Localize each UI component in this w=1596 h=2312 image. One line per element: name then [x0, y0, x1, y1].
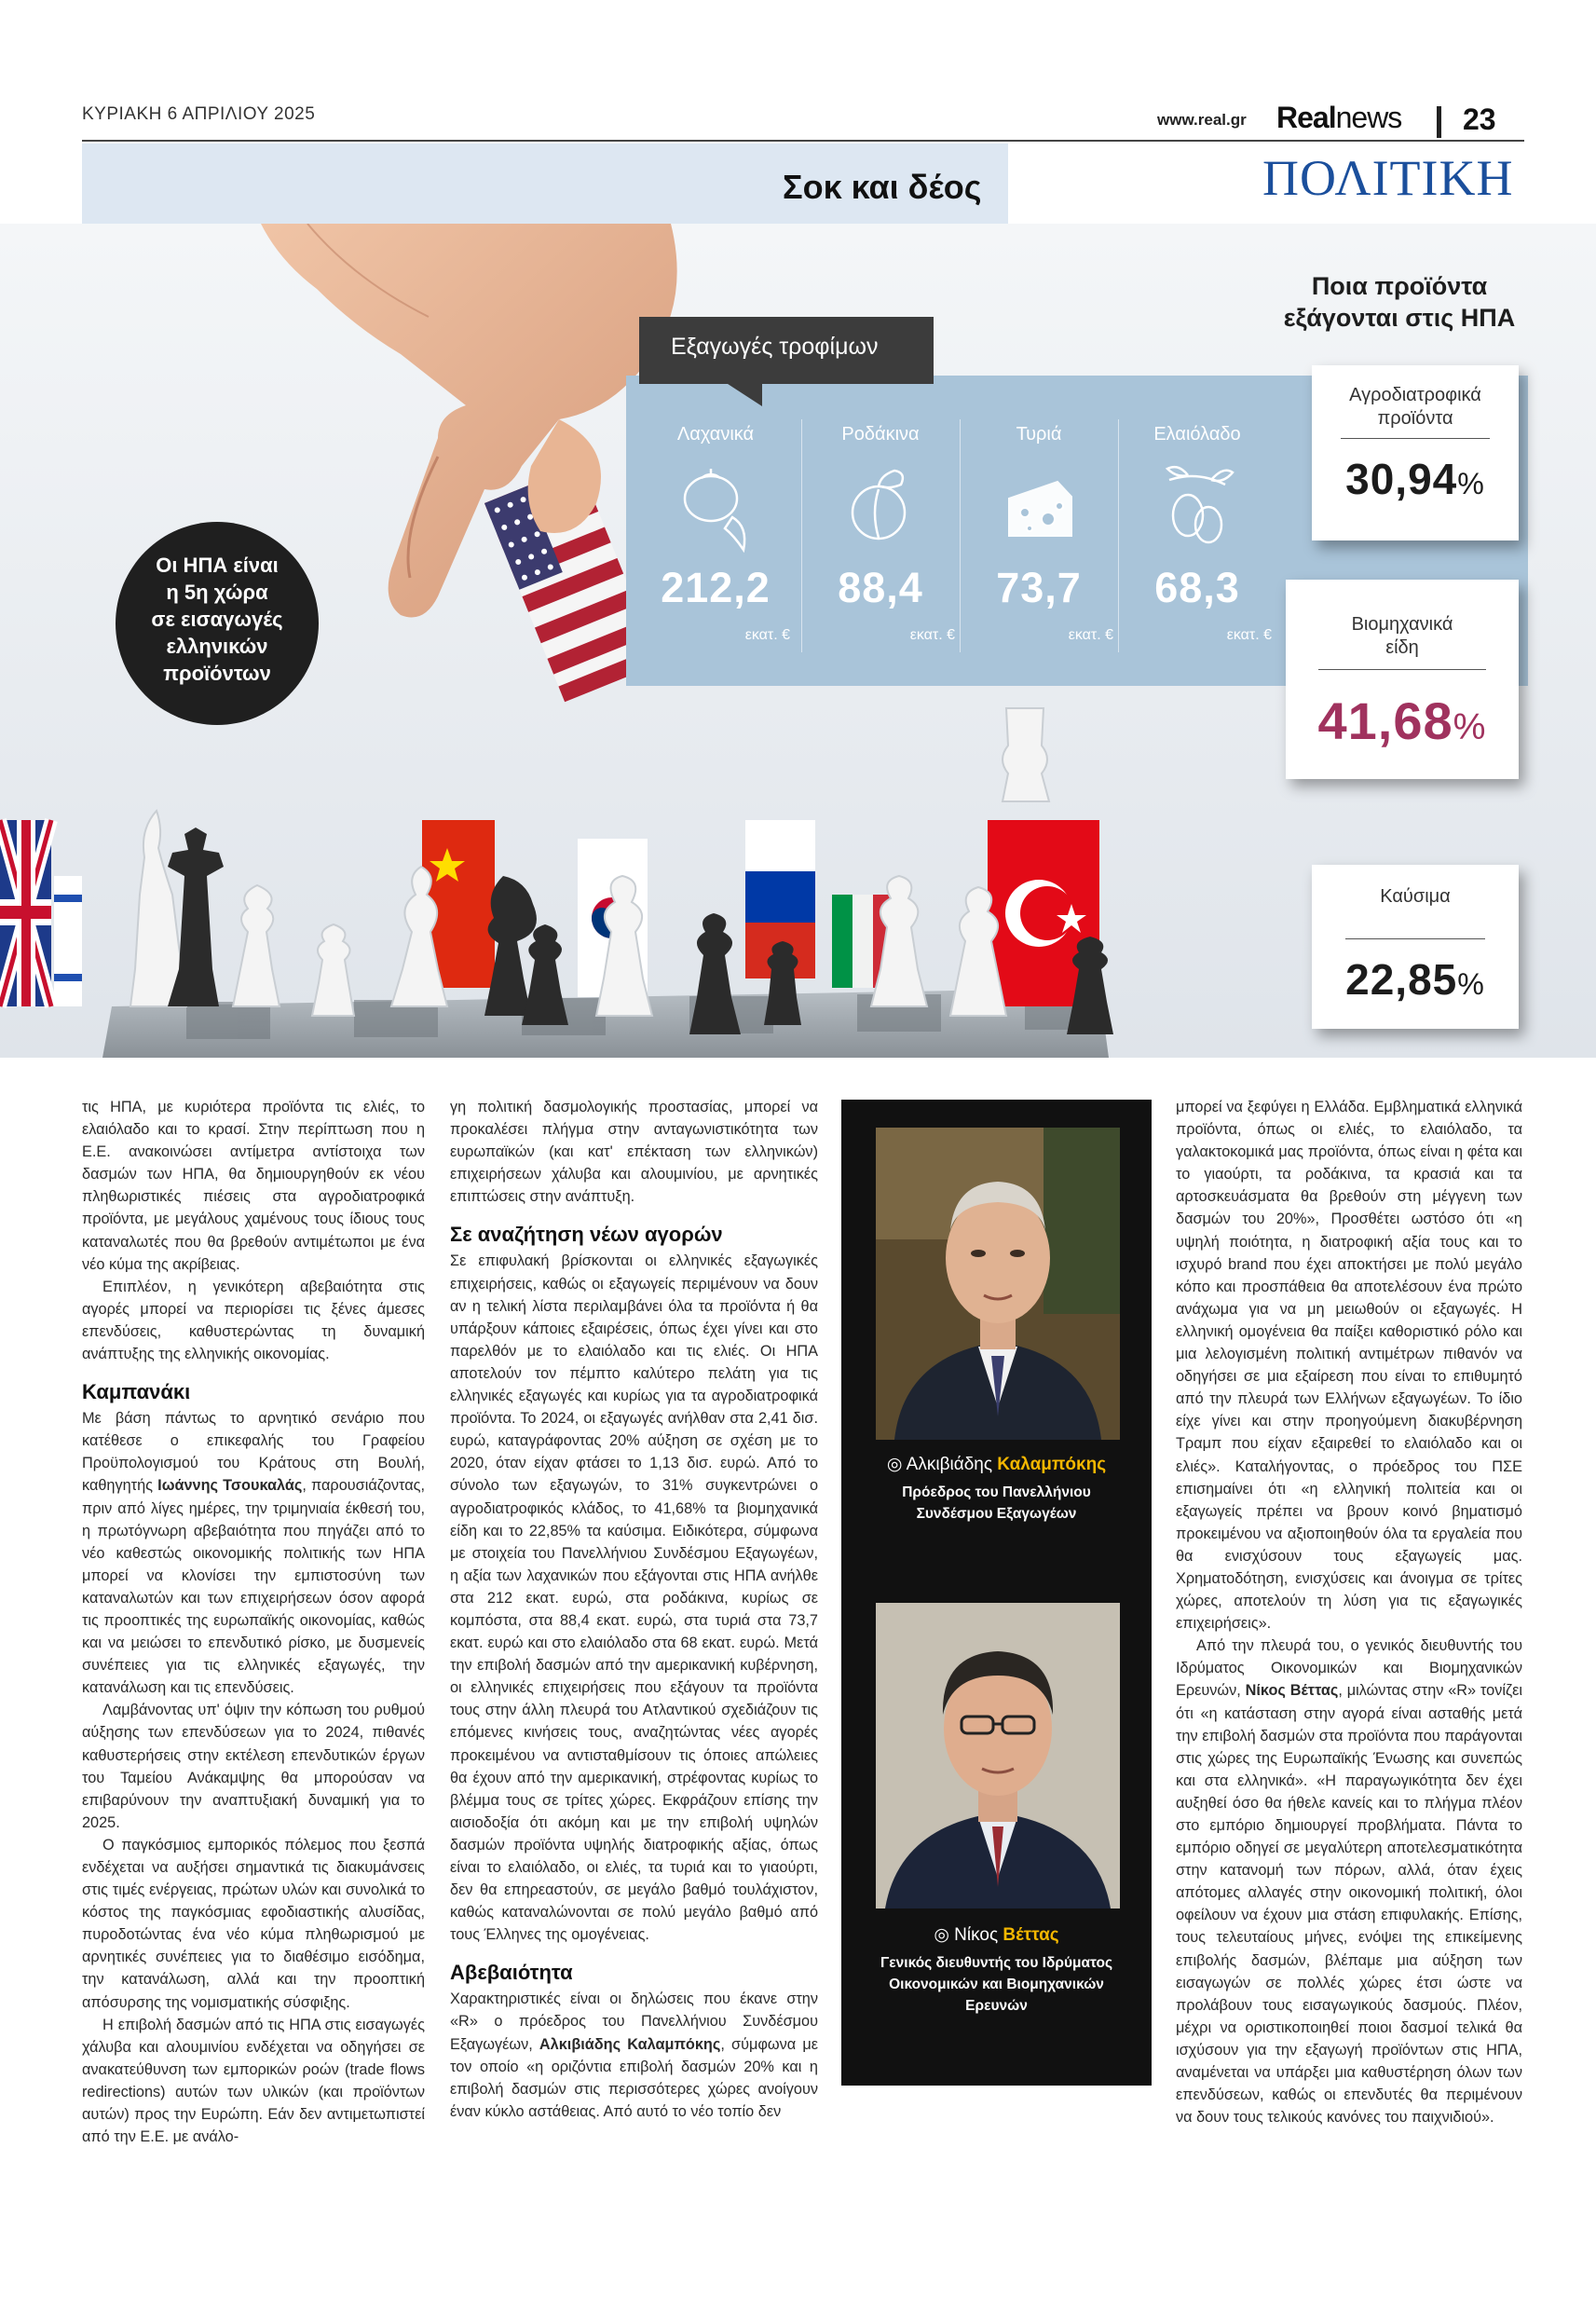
food-item-vegetables [632, 424, 799, 643]
card-rule [1345, 938, 1485, 939]
caption-role [841, 1952, 1152, 2017]
brand-logo [1276, 101, 1401, 135]
paragraph: Λαμβάνοντας υπ' όψιν την κόπωση του ρυθμού αύξησης των επενδύσεων για το 2024, πιθανές καθυστερήσεις στην εκτέλεση επενδυτικών έργων του Ταμείου Ανάκαμψης θα μπορούσαν να επιβαρύνουν την αναπτυξιακή δυναμική για το 2025. [82, 1702, 425, 1831]
portrait-photo [876, 1603, 1120, 1908]
food-exports-callout [639, 317, 934, 384]
card-percent: % [1457, 967, 1485, 1001]
site-url[interactable]: www.real.gr [1157, 111, 1247, 129]
article-column-1 [82, 1096, 425, 2148]
circle-line: ελληνικών [166, 635, 268, 658]
role-line: Ερευνών [965, 1998, 1028, 2014]
food-divider [1118, 419, 1119, 652]
callout-pointer [725, 382, 762, 410]
card-percent: % [1453, 707, 1487, 747]
tomato-pepper-icon [678, 461, 753, 554]
card-label: Βιομηχανικά [1351, 614, 1453, 635]
food-unit: εκατ. € [1068, 627, 1113, 643]
card-value [1286, 691, 1519, 751]
share-card-agrifood [1312, 365, 1519, 540]
card-label: είδη [1385, 637, 1419, 658]
paragraph: γη πολιτική δασμολογικής προστασίας, μπορεί να προκαλέσει πλήγμα στην ανταγωνιστικότητα των ευρωπαϊκών (και κατ' επέκταση των ελληνικών) επιχειρήσεων χάλυβα και αλουμινίου, με αρνητικές επιπτώσεις στην ανάπτυξη. [450, 1099, 818, 1206]
circle-text [116, 552, 319, 687]
food-item-peaches [797, 424, 964, 643]
brand-bold: Real [1276, 101, 1336, 134]
article-column-4 [1176, 1096, 1522, 2128]
olive-icon [1160, 461, 1235, 554]
paragraph [82, 1407, 425, 1699]
cheese-icon [1002, 461, 1076, 554]
header-separator [1437, 106, 1441, 138]
paragraph: Ο παγκόσμιος εμπορικός πόλεμος που ξεσπά ενδέχεται να αυξήσει σημαντικά τις διακυμάνσεις στις τιμές ενέργειας, πρώτων υλών και συνολικά το κόστος της παγκόσμιας εφοδιαστικής αλυσίδας, πυροδοτώντας ένα νέο κύμα πληθωρισμού με αρνητικές συνέπειες για το διαθέσιμο εισόδημα, την κατανάλωση, αλλά και την προοπτική απόσυρσης της νομισματικής σύσφιξης. [82, 1836, 425, 2011]
text: , μιλώντας στην «R» τονίζει ότι «η κατάσταση στην αγορά είναι ασταθής μετά την επιβολή δασμών στα προϊόντα που παράγονται στις χώρες της Ευρωπαϊκής Ένωσης και συνεπώς και στα ελληνικά». «Η παραγωγικότητα δεν έχει αυξηθεί όσο θα ήθελε κανείς και το πλήγμα πλέον στο εμπόριο δημιουργεί προβλήματα. Πάντα το εμπόριο οδηγεί σε μεγαλύτερη αποτελεσματικότητα στην κατανομή των πόρων, αλλά, όταν έχεις απότομες αλλαγές στην οικονομική πολιτική, όλοι οφείλουν να έχουν μια στάση επιφυλακής. Επίσης, τους τελευταίους μήνες, ενόψει της επικείμενης επιβολής δασμών, βλέπαμε μια αύξηση των εισαγωγών σε πολλές χώρες έτσι ώστε να προλάβουν τους εισαγωγικούς δασμούς. Πλέον, μέχρι να οριστικοποιηθεί ποιοι δασμοί τελικά θα ισχύσουν για την εξαγωγή προϊόντων στις ΗΠΑ, αναμένεται να υπάρξει μια καθυστέρηση όλων των επενδύσεων, καθώς οι επενδυτές θα περιμένουν να δουν τους τελικούς κανόνες του παιχνιδιού». [1176, 1682, 1522, 2127]
paragraph [1176, 1635, 1522, 2128]
food-divider [801, 419, 802, 652]
caption-last: Καλαμπόκης [997, 1455, 1107, 1474]
header-rule [82, 140, 1524, 142]
text: , σύμφωνα με τον οποίο «η οριζόντια επιβολή δασμών 20% και η επιβολή δασμών στις περισσότερες χώρες ανοίγουν έναν κύκλο αστάθειας. Από αυτό το νέο τοπίο δεν [450, 2035, 818, 2120]
text: Με βάση πάντως το αρνητικό σενάριο που κατέθεσε ο επικεφαλής του Γραφείου Προϋπολογισμού του Κράτους στη Βουλή, καθηγητής [82, 1410, 425, 1495]
exports-question [1260, 270, 1539, 334]
role-line: Οικονομικών και Βιομηχανικών [889, 1977, 1104, 1992]
text: , παρουσιάζοντας, πριν από λίγες ημέρες, την τριμηνιαία έκθεσή του, η πρωτόγνωρη αβεβαιότητα που πηγάζει από το νέο καθεστώς οικονομικής πολιτικής των ΗΠΑ μπορεί να κλονίσει την εμπιστοσύνη των καταναλωτών και των επιχειρήσεων όσον αφορά τις προοπτικές της ευρωπαϊκής οικονομίας, καθώς και να μειώσει το επενδυτικό ρίσκο, με δυσμενείς συνέπειες για τις ελληνικές εξαγωγές, την κατανάλωση και τις επενδύσεις. [82, 1477, 425, 1697]
card-rule [1341, 438, 1490, 439]
food-item-olive-oil [1113, 424, 1281, 643]
food-item-cheese [955, 424, 1123, 643]
food-label: Ροδάκινα [841, 424, 920, 445]
paragraph: Η επιβολή δασμών από τις ΗΠΑ στις εισαγωγές χάλυβα και αλουμινίου ενδέχεται να οδηγήσει σε ανακατεύθυνση των εμπορικών ροών (trade flows redirections) αυτών των υλικών (και προϊόντων αυτών) προς την Ευρώπη. Εάν δεν αντιμετωπιστεί από την Ε.Ε. με ανάλο- [82, 2016, 425, 2146]
issue-date: ΚΥΡΙΑΚΗ 6 ΑΠΡΙΛΙΟΥ 2025 [82, 104, 316, 124]
food-label: Λαχανικά [676, 424, 755, 445]
circle-line: προϊόντων [163, 662, 271, 685]
paragraph [450, 1988, 818, 2123]
caption-name [841, 1454, 1152, 1475]
food-unit: εκατ. € [744, 627, 790, 643]
card-label: Καύσιμα [1380, 886, 1451, 907]
brand-light: news [1335, 101, 1402, 134]
paragraph: μπορεί να ξεφύγει η Ελλάδα. Εμβληματικά ελληνικά προϊόντα, όπως οι ελιές, το ελαιόλαδο, τα γαλακτοκομικά μας προϊόντα, όπως είναι η φέτα και το γιαούρτι, τα ροδάκινα, τα κρασιά και τα αρτοσκευάσματα θα βρεθούν στη μέγγενη των δασμών του 20%», Προσθέτει ωστόσο ότι «η υψηλή ποιότητα, η διατροφική αξία τους και το ισχυρό brand που έχει αποκτήσει με πολύ μεγάλο κόπο και προσπάθεια θα αποτελέσουν ένα πρώτο ανάχωμα για να μη μειωθούν οι εξαγωγές. Η ελληνική ομογένεια θα παίξει καθοριστικό ρόλο και μια λελογισμένη πολιτική αντιμέτρων πιθανόν να οδηγήσει σε μια εξαίρεση που είναι το επιθυμητό από την πλευρά των Ελλήνων εξαγωγέων. Το ίδιο είχε γίνει και στην προηγούμενη διακυβέρνηση Τραμπ που είχαν εξαιρεθεί το ελαιόλαδο και οι ελιές». Καταλήγοντας, ο πρόεδρος του ΠΣΕ επισημαίνει ότι «η ελληνική πολιτεία και οι εξαγωγείς πρέπει να βρουν κοινό βηματισμό προκειμένου να αξιοποιηθούν όλα τα εργαλεία που θα ενισχύσουν τους εξαγωγείς μας. Χρηματοδότηση, ενισχύσεις και άνοιγμα σε τρίτες χώρες, αποτελούν τη λύση για τις εξαγωγικές επιχειρήσεις». [1176, 1099, 1522, 1633]
caption-first: Αλκιβιάδης [906, 1455, 992, 1474]
card-label: προϊόντα [1377, 408, 1453, 429]
subheading: Καμπανάκι [82, 1380, 191, 1404]
section-name: ΠΟΛΙΤΙΚΗ [1262, 150, 1514, 206]
share-card-fuels [1312, 865, 1519, 1029]
question-line: Ποια προϊόντα [1311, 272, 1488, 300]
food-value: 73,7 [996, 564, 1082, 611]
role-line: Γενικός διευθυντής του Ιδρύματος [880, 1955, 1113, 1971]
card-rule [1318, 669, 1486, 670]
circle-line: σε εισαγωγές [151, 608, 283, 631]
food-value: 88,4 [838, 564, 923, 611]
portrait-photo [876, 1128, 1120, 1440]
person-name: Αλκιβιάδης Καλαμπόκης [539, 2035, 721, 2053]
card-number: 41,68 [1317, 691, 1453, 750]
caption-first: Νίκος [954, 1925, 999, 1945]
usa-rank-circle [116, 522, 319, 725]
paragraph: Σε επιφυλακή βρίσκονται οι ελληνικές εξαγωγικές επιχειρήσεις, καθώς οι εξαγωγείς περιμένουν να δουν αν η τελική λίστα περιλαμβάνει όλα τα προϊόντα ή θα υπάρξουν κάποιες εξαιρέσεις, όπως έχει γίνει και στο παρελθόν με το ελαιόλαδο και τις ελιές. Οι ΗΠΑ αποτελούν τον πέμπτο καλύτερο πελάτη για τις ελληνικές εξαγωγές και κυρίως για τα αγροδιατροφικά προϊόντα. Το 2024, οι εξαγωγές ανήλθαν στα 2,41 δισ. ευρώ, καταγράφοντας 20% αύξηση σε σχέση με το 2020, όταν είχαν φτάσει το 1,13 δισ. ευρώ. Από το σύνολο των εξαγωγών, το 31% συγκεντρώνει ο αγροδιατροφικός κλάδος, το 41,68% τα βιομηχανικά είδη και το 22,85% τα καύσιμα. Ειδικότερα, σύμφωνα με στοιχεία του Πανελλήνιου Συνδέσμου Εξαγωγέων, η αξία των λαχανικών που εξάγονται στις ΗΠΑ ανήλθε στα 212 εκατ. ευρώ, στα ροδάκινα, κυρίως σε κομπόστα, στα 88,4 εκατ. ευρώ, στα τυριά στα 73,7 εκατ. ευρώ και στο ελαιόλαδο στα 68 εκατ. ευρώ. Μετά την επιβολή δασμών από την αμερικανική κυβέρνηση, οι ελληνικές επιχειρήσεις που εξάγουν τα προϊόντα τους στην άλλη πλευρά του Ατλαντικού σχεδιάζουν τις επόμενες κινήσεις τους, αναζητώντας νέες αγορές προκειμένου να αντισταθμίσουν τις όποιες απώλειες θα έχουν από την αμερικανική, στρέφοντας κυρίως το βλέμμα τους σε τρίτες χώρες. Εκφράζουν επίσης την αισιοδοξία ότι ακόμη και με την επιβολή υψηλών δασμών προϊόντα υψηλής διατροφικής αξίας, όπως είναι το ελαιόλαδο, οι ελιές, τα τυριά και το γιαούρτι, δεν θα επηρεαστούν, σε μεγάλο βαθμό τουλάχιστον, καθώς καταναλώνονται σε πολύ μεγάλο βαθμό από τους Έλληνες της ομογένειας. [450, 1252, 818, 1944]
quotes-sidebar [841, 1100, 1152, 2086]
photo-vettas [876, 1603, 1120, 1908]
circle-line: Οι ΗΠΑ είναι [156, 554, 279, 577]
peach-icon [843, 461, 918, 554]
photo-kalampokis [876, 1128, 1120, 1440]
circle-line: η 5η χώρα [166, 581, 268, 604]
card-percent: % [1457, 467, 1485, 500]
food-unit: εκατ. € [909, 627, 955, 643]
share-card-industrial [1286, 580, 1519, 779]
caption-role [841, 1482, 1152, 1525]
food-divider [960, 419, 961, 652]
food-label: Τυριά [1016, 424, 1062, 445]
text: Χαρακτηριστικές είναι οι δηλώσεις που έκανε στην «R» ο πρόεδρος του Πανελλήνιου Συνδέσμου Εξαγωγέων, [450, 1991, 818, 2053]
target-icon: ◎ [886, 1455, 907, 1474]
question-line: εξάγονται στις ΗΠΑ [1283, 304, 1516, 332]
card-number: 22,85 [1345, 955, 1458, 1004]
card-number: 30,94 [1345, 455, 1458, 503]
card-value [1312, 954, 1519, 1005]
person-name: Ιωάννης Τσουκαλάς [157, 1477, 303, 1495]
food-value: 68,3 [1154, 564, 1240, 611]
callout-text: Εξαγωγές τροφίμων [671, 334, 879, 360]
subheading: Αβεβαιότητα [450, 1961, 573, 1985]
card-label: Αγροδιατροφικά [1349, 385, 1481, 405]
target-icon: ◎ [934, 1925, 955, 1945]
caption-last: Βέττας [1003, 1925, 1059, 1945]
paragraph: Επιπλέον, η γενικότερη αβεβαιότητα στις αγορές μπορεί να περιορίσει τις ξένες άμεσες επενδύσεις, καθυστερώντας τη δυναμική ανάπτυξης της ελληνικής οικονομίας. [82, 1278, 425, 1363]
page-number: 23 [1463, 103, 1496, 136]
caption-name [841, 1924, 1152, 1946]
subheading: Σε αναζήτηση νέων αγορών [450, 1223, 723, 1247]
paragraph: τις ΗΠΑ, με κυριότερα προϊόντα τις ελιές, το ελαιόλαδο και το κρασί. Στην περίπτωση που η Ε.Ε. ανακοινώσει αντίμετρα αντίστοιχα των δασμών των ΗΠΑ, θα δημιουργηθούν εκ νέου πληθωριστικές πιέσεις στα αγροδιατροφικά προϊόντα, με μεγάλους χαμένους τους ίδιους τους καταναλωτές που θα βρεθούν αντιμέτωποι με ένα νέο κύμα της ακρίβειας. [82, 1099, 425, 1273]
text: Από την πλευρά του, ο γενικός διευθυντής του Ιδρύματος Οικονομικών και Βιομηχανικών Ερευνών, [1176, 1637, 1522, 1700]
role-line: Συνδέσμου Εξαγωγέων [916, 1506, 1077, 1522]
article-title: Σοκ και δέος [783, 168, 982, 206]
food-label: Ελαιόλαδο [1153, 424, 1241, 445]
food-unit: εκατ. € [1226, 627, 1272, 643]
person-name: Νίκος Βέττας [1245, 1682, 1339, 1700]
role-line: Πρόεδρος του Πανελλήνιου [902, 1484, 1091, 1500]
food-value: 212,2 [661, 564, 771, 611]
article-column-2 [450, 1096, 818, 2123]
card-value [1312, 454, 1519, 504]
